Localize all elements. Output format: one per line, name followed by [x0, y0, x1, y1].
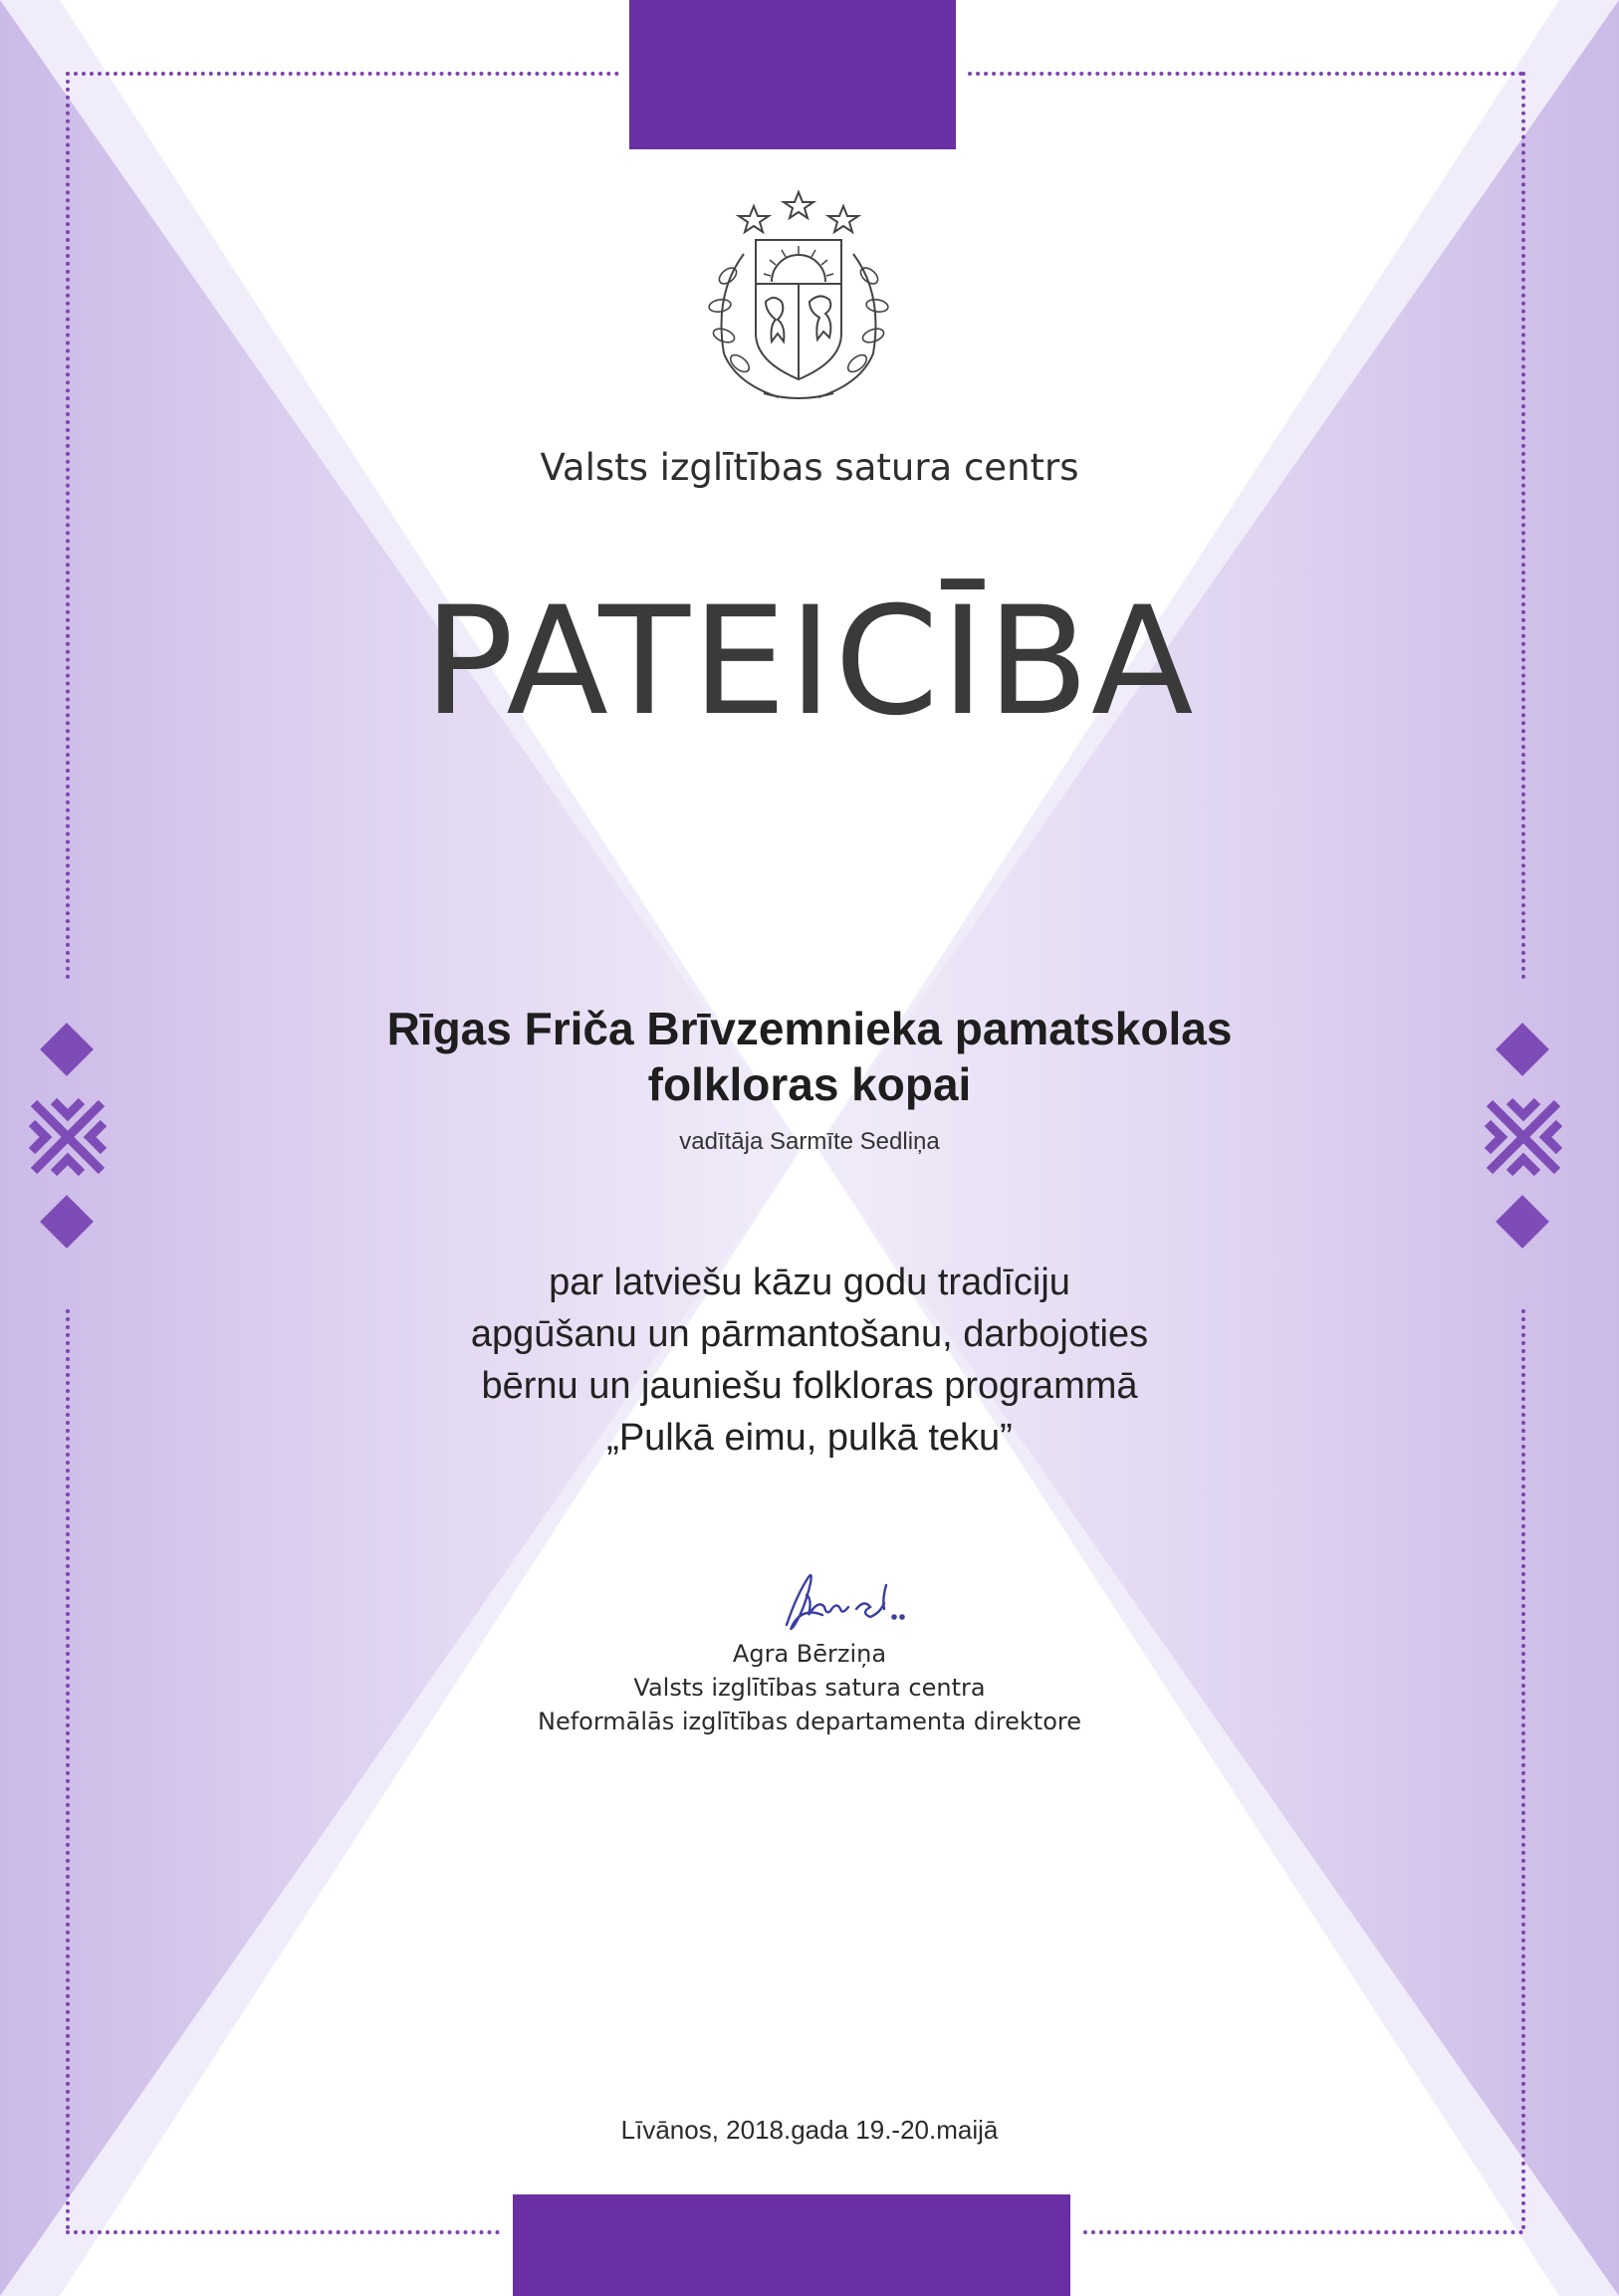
top-accent-band — [629, 0, 956, 149]
signer-org: Valsts izglītības satura centra — [633, 1674, 986, 1702]
frame-top-left-dots — [66, 72, 619, 76]
recipient — [0, 1001, 1619, 1112]
reason-text — [0, 1257, 1619, 1464]
place-date: Līvānos, 2018.gada 19.-20.maijā — [620, 2115, 999, 2145]
recipient-line-2: folkloras kopai — [647, 1058, 972, 1110]
bottom-accent-band — [513, 2194, 1070, 2296]
reason-line-2: apgūšanu un pārmantošanu, darbojoties — [470, 1313, 1149, 1355]
reason-line-3: bērnu un jauniešu folkloras programmā — [481, 1365, 1138, 1407]
frame-right-upper-dots — [1521, 72, 1525, 980]
frame-left-upper-dots — [66, 72, 70, 980]
frame-top-right-dots — [968, 72, 1523, 76]
page-title: PATEICĪBA — [423, 575, 1196, 749]
recipient-line-1: Rīgas Friča Brīvzemnieka pamatskolas — [386, 1003, 1233, 1054]
frame-bottom-left-dots — [66, 2230, 500, 2234]
reason-line-4: „Pulkā eimu, pulkā teku” — [606, 1417, 1013, 1459]
frame-bottom-right-dots — [1083, 2230, 1523, 2234]
signature-icon — [777, 1565, 916, 1645]
signer-position: Neformālās izglītības departamenta direktore — [537, 1708, 1081, 1735]
recipient-leader: vadītāja Sarmīte Sedliņa — [679, 1128, 940, 1155]
latvia-coat-of-arms-icon — [684, 184, 913, 413]
signer-block — [0, 1637, 1619, 1738]
organization-name: Valsts izglītības satura centrs — [540, 446, 1079, 489]
signer-name: Agra Bērziņa — [732, 1640, 887, 1668]
reason-line-1: par latviešu kāzu godu tradīciju — [549, 1262, 1070, 1303]
